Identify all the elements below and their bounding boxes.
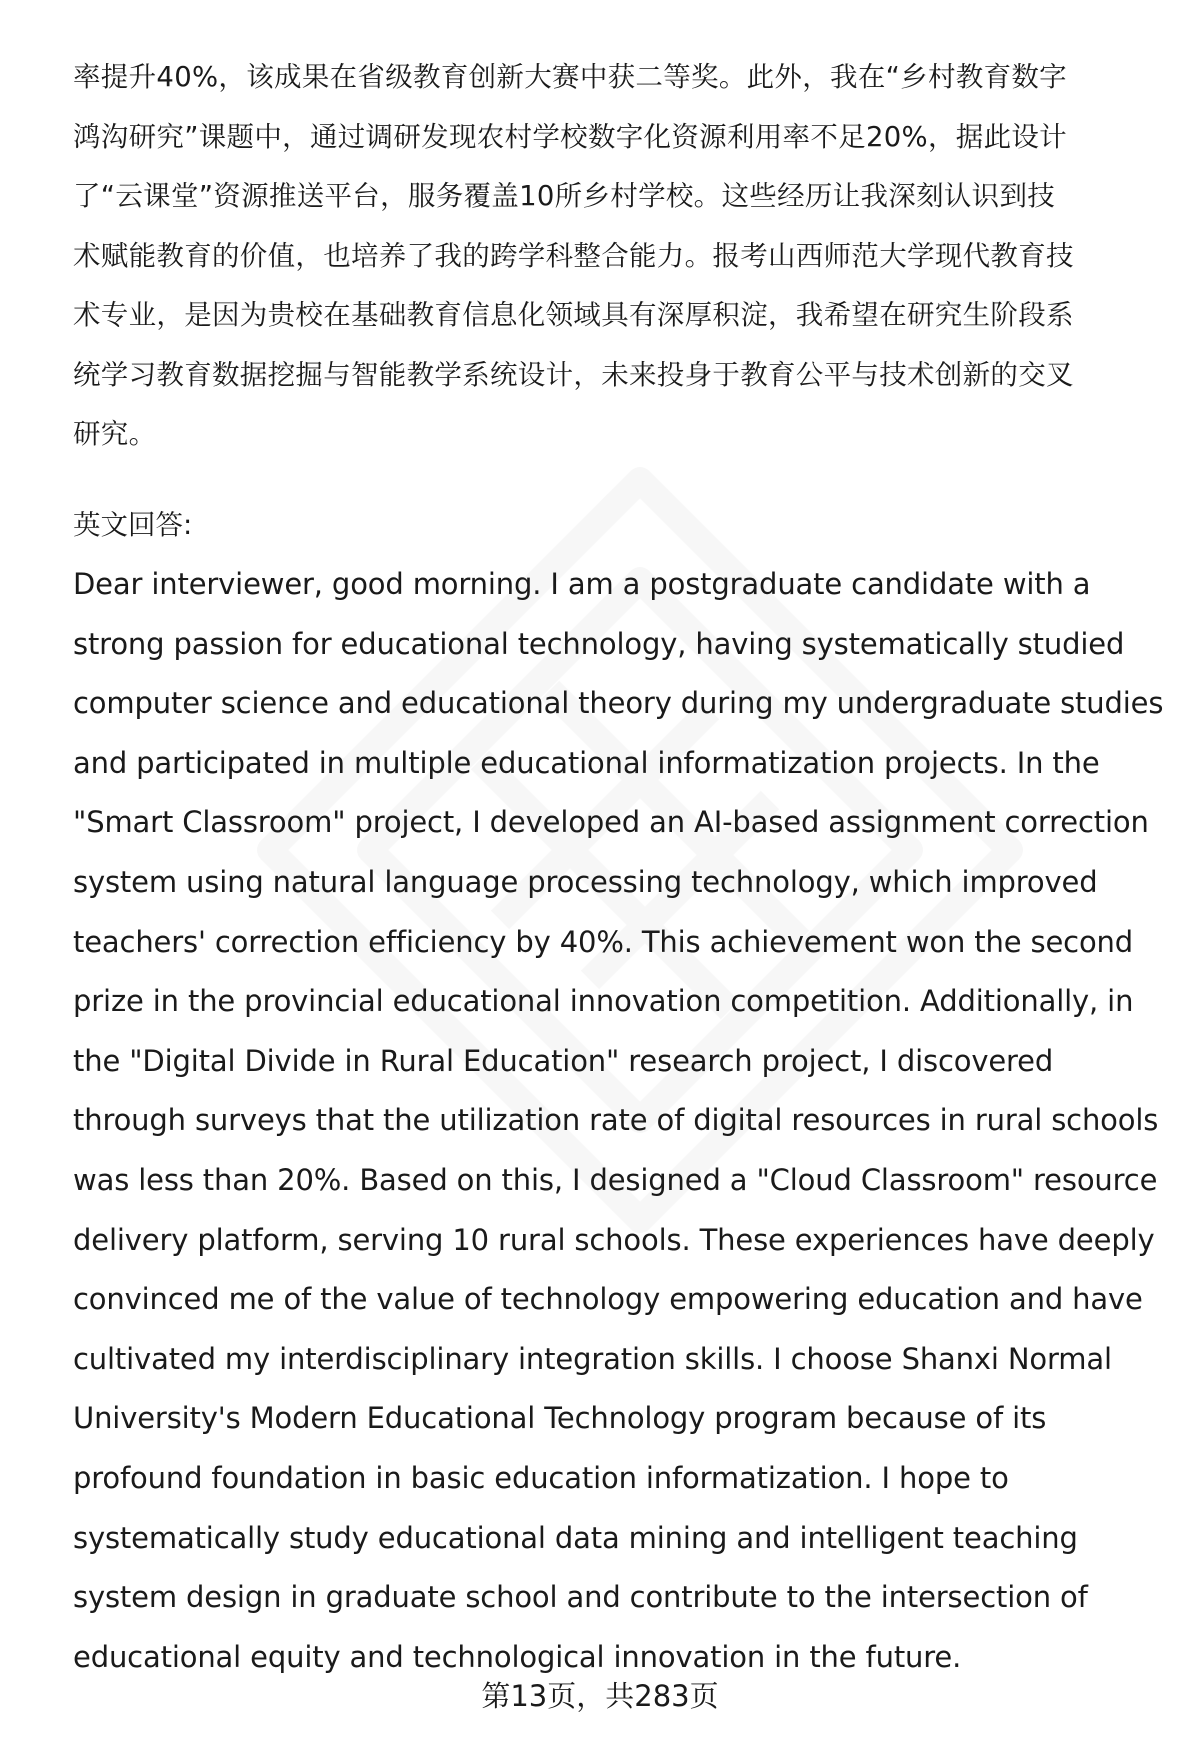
page-number-footer: 第13页，共283页 [481,1679,719,1713]
en-line: convinced me of the value of technology empowering education and have [73,1282,1143,1317]
en-line: educational equity and technological innovation in the future. [73,1639,962,1674]
zh-line: 研究。 [73,418,157,450]
zh-line: 鸿沟研究”课题中，通过调研发现农村学校数字化资源利用率不足20%，据此设计 [73,120,1067,153]
en-line: prize in the provincial educational innovation competition. Additionally, in [73,984,1134,1019]
en-line: computer science and educational theory during my undergraduate studies [73,686,1164,721]
en-line: delivery platform, serving 10 rural schools. These experiences have deeply [73,1222,1155,1257]
en-line: profound foundation in basic education informatization. I hope to [73,1460,1009,1495]
en-line: University's Modern Educational Technology program because of its [73,1401,1047,1436]
en-line: was less than 20%. Based on this, I designed a "Cloud Classroom" resource [73,1162,1158,1197]
en-line: the "Digital Divide in Rural Education" research project, I discovered [73,1043,1054,1078]
en-line: Dear interviewer, good morning. I am a postgraduate candidate with a [73,567,1091,601]
en-line: and participated in multiple educational informatization projects. In the [73,745,1100,780]
en-line: systematically study educational data mining and intelligent teaching [73,1520,1078,1555]
en-line: "Smart Classroom" project, I developed an AI-based assignment correction [73,805,1149,840]
chinese-answer-paragraph [73,48,1153,465]
en-line: system design in graduate school and contribute to the intersection of [73,1580,1088,1615]
en-line: cultivated my interdisciplinary integration skills. I choose Shanxi Normal [73,1341,1112,1376]
zh-line: 了“云课堂”资源推送平台，服务覆盖10所乡村学校。这些经历让我深刻认识到技 [73,180,1056,212]
en-line: teachers' correction efficiency by 40%. This achievement won the second [73,924,1134,959]
english-answer-heading: 英文回答: [73,509,193,541]
en-line: through surveys that the utilization rate of digital resources in rural schools [73,1103,1159,1138]
english-answer-paragraph [73,555,1164,1687]
zh-line: 率提升40%，该成果在省级教育创新大赛中获二等奖。此外，我在“乡村教育数字 [73,61,1067,93]
en-line: system using natural language processing technology, which improved [73,864,1098,899]
en-line: strong passion for educational technology, having systematically studied [73,626,1125,661]
zh-line: 统学习教育数据挖掘与智能教学系统设计，未来投身于教育公平与技术创新的交叉 [73,358,1074,391]
zh-line: 术赋能教育的价值，也培养了我的跨学科整合能力。报考山西师范大学现代教育技 [73,239,1074,272]
zh-line: 术专业，是因为贵校在基础教育信息化领域具有深厚积淀，我希望在研究生阶段系 [73,299,1074,331]
